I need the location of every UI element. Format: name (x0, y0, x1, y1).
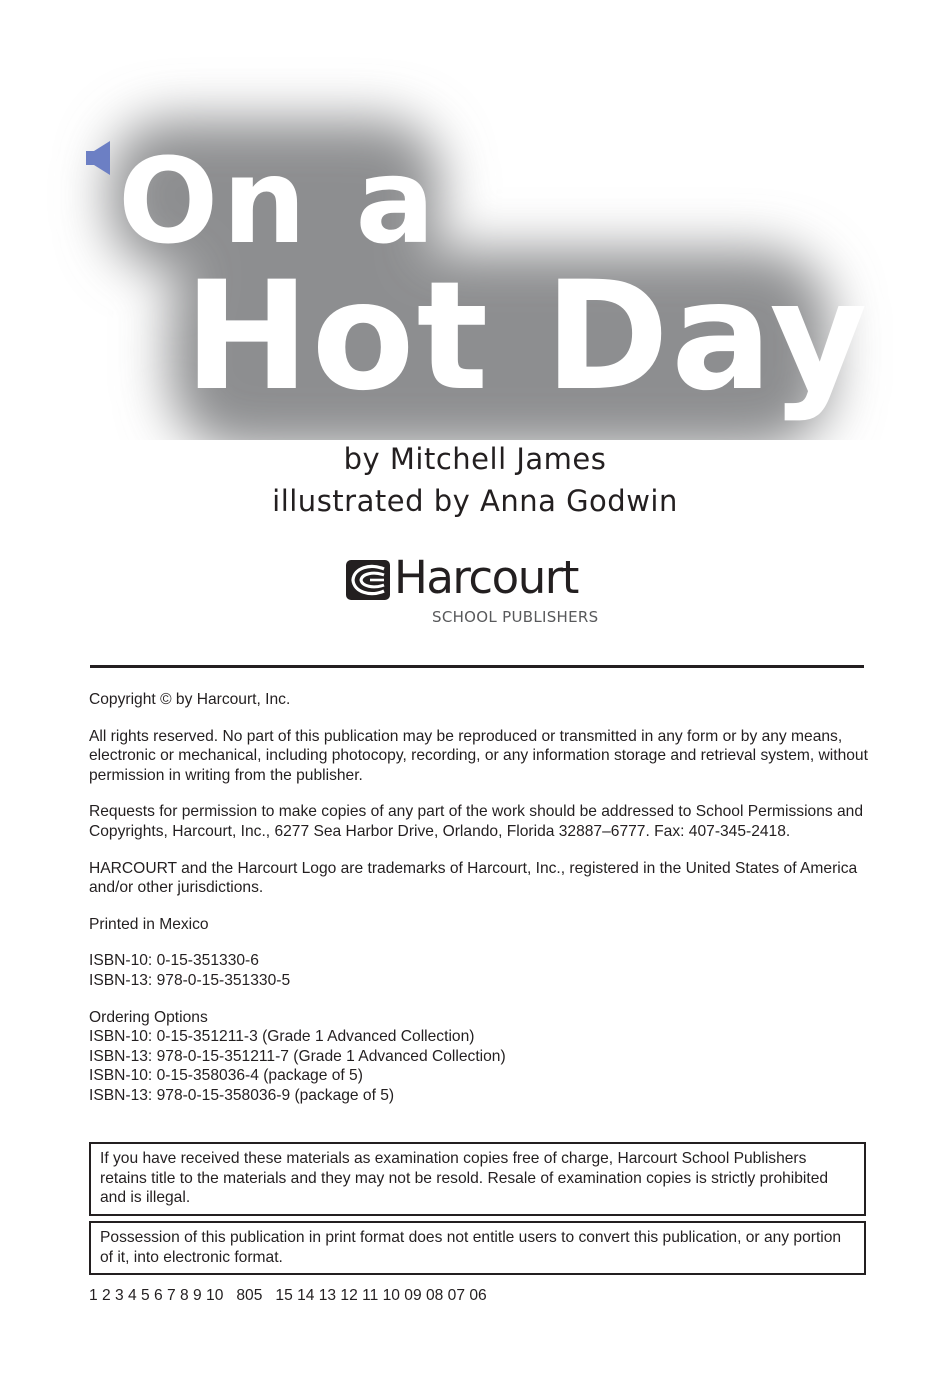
requests-paragraph: Requests for permission to make copies of any part of the work should be addressed to School Permissions and Copyrights, Harcourt, Inc., 6277 Sea Harbor Drive, Orlando, Florida 32887–6777. Fax: 407-345-2418. (89, 803, 864, 840)
ordering-item: ISBN-10: 0-15-351211-3 (Grade 1 Advanced Collection) (89, 1028, 475, 1046)
exam-copy-notice: If you have received these materials as examination copies free of charge, Harcourt School Publishers retains title to the materials and they may not be resold. Resale of examination copies is strictly prohibited and is illegal. (89, 1142, 866, 1216)
ordering-options (89, 1008, 869, 1106)
author-text: by Mitchell James (343, 442, 607, 476)
rights-paragraph: All rights reserved. No part of this publication may be reproduced or transmitted in any form or by any means, electronic or mechanical, including photocopy, recording, or any information storage and retrieval system, without permission in writing from the publisher. (89, 727, 868, 784)
ordering-item: ISBN-10: 0-15-358036-4 (package of 5) (89, 1067, 363, 1085)
illustrator-byline: illustrated by Anna Godwin (272, 484, 678, 518)
title-line-2: Hot Day (184, 250, 870, 424)
isbn-block (89, 951, 869, 990)
publisher-subtitle: SCHOOL PUBLISHERS (432, 608, 599, 626)
isbn-13: ISBN-13: 978-0-15-351330-5 (89, 971, 291, 989)
title-line-1: On a (118, 132, 440, 270)
ordering-item: ISBN-13: 978-0-15-358036-9 (package of 5) (89, 1086, 395, 1104)
electronic-format-notice: Possession of this publication in print format does not entitle users to convert this publication, or any portion of it, into electronic format. (89, 1221, 866, 1275)
copyright-block (89, 690, 869, 1106)
trademark-paragraph: HARCOURT and the Harcourt Logo are trademarks of Harcourt, Inc., registered in the United States of America and/or other jurisdictions. (89, 859, 858, 897)
printed-line: Printed in Mexico (89, 915, 209, 933)
divider-rule (90, 665, 864, 668)
print-line: 1 2 3 4 5 6 7 8 9 10 805 15 14 13 12 11 10 09 08 07 06 (89, 1287, 487, 1304)
harcourt-logo (346, 551, 608, 628)
ordering-title: Ordering Options (89, 1008, 208, 1026)
book-title (0, 0, 950, 440)
copyright-line: Copyright © by Harcourt, Inc. (89, 691, 291, 708)
publisher-name: Harcourt (394, 551, 578, 604)
harcourt-mark-icon (346, 560, 390, 600)
isbn-10: ISBN-10: 0-15-351330-6 (89, 952, 259, 970)
speaker-icon[interactable] (86, 140, 112, 176)
ordering-item: ISBN-13: 978-0-15-351211-7 (Grade 1 Advanced Collection) (89, 1047, 506, 1065)
author-byline (0, 442, 950, 476)
